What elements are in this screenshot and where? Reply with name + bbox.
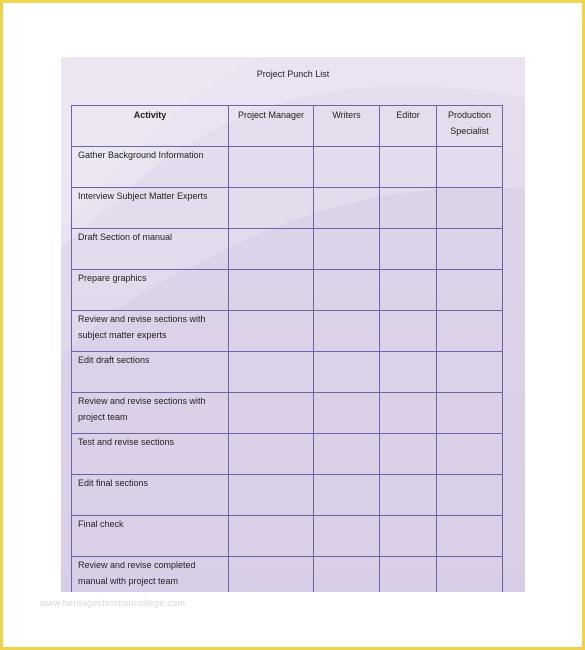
activity-cell: Draft Section of manual (72, 229, 229, 270)
project-manager-cell[interactable] (229, 516, 314, 557)
table-header-row (72, 106, 503, 147)
production-specialist-cell[interactable] (437, 557, 503, 593)
editor-cell[interactable] (380, 516, 437, 557)
production-specialist-cell[interactable] (437, 188, 503, 229)
project-manager-cell[interactable] (229, 475, 314, 516)
production-specialist-cell[interactable] (437, 434, 503, 475)
activity-cell: Edit draft sections (72, 352, 229, 393)
production-specialist-cell[interactable] (437, 516, 503, 557)
column-header-project-manager: Project Manager (229, 106, 314, 147)
production-specialist-cell[interactable] (437, 393, 503, 434)
project-manager-cell[interactable] (229, 229, 314, 270)
production-specialist-cell[interactable] (437, 147, 503, 188)
activity-cell: Edit final sections (72, 475, 229, 516)
column-header-writers: Writers (314, 106, 380, 147)
editor-cell[interactable] (380, 393, 437, 434)
project-manager-cell[interactable] (229, 557, 314, 593)
activity-cell: Final check (72, 516, 229, 557)
activity-cell: Test and revise sections (72, 434, 229, 475)
table-row (72, 557, 503, 593)
writers-cell[interactable] (314, 311, 380, 352)
editor-cell[interactable] (380, 475, 437, 516)
column-header-activity: Activity (72, 106, 229, 147)
editor-cell[interactable] (380, 352, 437, 393)
punch-list-table (71, 105, 503, 592)
editor-cell[interactable] (380, 229, 437, 270)
activity-cell: Gather Background Information (72, 147, 229, 188)
writers-cell[interactable] (314, 557, 380, 593)
table-row (72, 270, 503, 311)
column-header-production-specialist: Production Specialist (437, 106, 503, 147)
production-specialist-cell[interactable] (437, 352, 503, 393)
editor-cell[interactable] (380, 557, 437, 593)
table-row (72, 188, 503, 229)
watermark: www.heritagechristiancollege.com (40, 598, 186, 608)
project-manager-cell[interactable] (229, 188, 314, 229)
writers-cell[interactable] (314, 393, 380, 434)
activity-cell: Interview Subject Matter Experts (72, 188, 229, 229)
project-manager-cell[interactable] (229, 147, 314, 188)
table-row (72, 352, 503, 393)
production-specialist-cell[interactable] (437, 311, 503, 352)
activity-cell: Review and revise sections with subject matter experts (72, 311, 229, 352)
table-row (72, 475, 503, 516)
production-specialist-cell[interactable] (437, 475, 503, 516)
column-header-editor: Editor (380, 106, 437, 147)
table-row (72, 147, 503, 188)
writers-cell[interactable] (314, 188, 380, 229)
table-row (72, 516, 503, 557)
editor-cell[interactable] (380, 434, 437, 475)
table-row (72, 311, 503, 352)
writers-cell[interactable] (314, 475, 380, 516)
activity-cell: Review and revise completed manual with project team (72, 557, 229, 593)
editor-cell[interactable] (380, 147, 437, 188)
writers-cell[interactable] (314, 352, 380, 393)
writers-cell[interactable] (314, 516, 380, 557)
project-manager-cell[interactable] (229, 311, 314, 352)
editor-cell[interactable] (380, 311, 437, 352)
activity-cell: Review and revise sections with project team (72, 393, 229, 434)
table-row (72, 229, 503, 270)
writers-cell[interactable] (314, 270, 380, 311)
writers-cell[interactable] (314, 147, 380, 188)
production-specialist-cell[interactable] (437, 270, 503, 311)
table-row (72, 393, 503, 434)
project-manager-cell[interactable] (229, 393, 314, 434)
writers-cell[interactable] (314, 434, 380, 475)
editor-cell[interactable] (380, 270, 437, 311)
project-manager-cell[interactable] (229, 434, 314, 475)
production-specialist-cell[interactable] (437, 229, 503, 270)
document-sheet (61, 57, 525, 592)
writers-cell[interactable] (314, 229, 380, 270)
table-row (72, 434, 503, 475)
activity-cell: Prepare graphics (72, 270, 229, 311)
project-manager-cell[interactable] (229, 352, 314, 393)
project-manager-cell[interactable] (229, 270, 314, 311)
editor-cell[interactable] (380, 188, 437, 229)
document-title: Project Punch List (256, 69, 330, 79)
